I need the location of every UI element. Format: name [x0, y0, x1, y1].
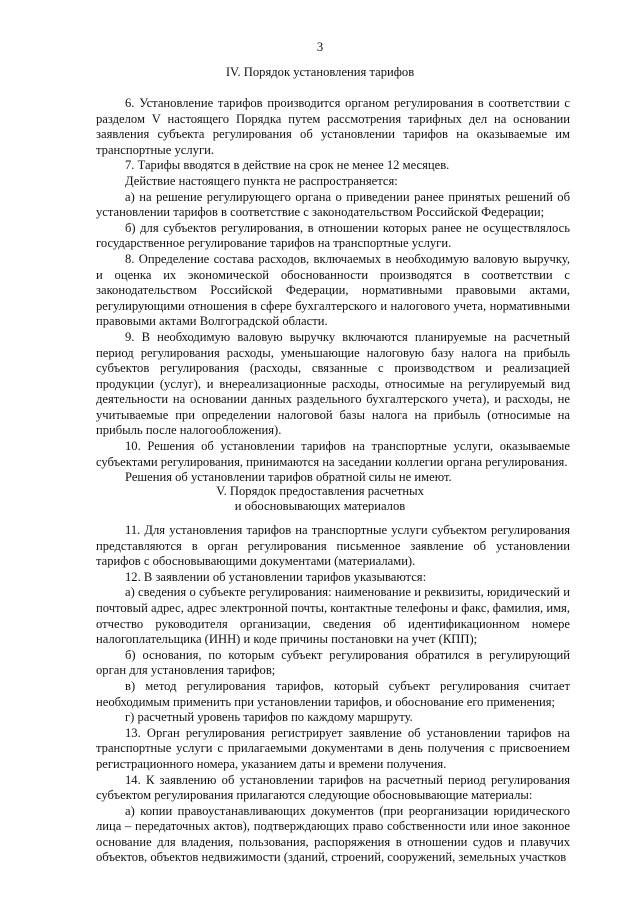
paragraph-8: 8. Определение состава расходов, включаемых в необходимую валовую выручку, и оценка их экономической обоснованности производятся в соответствии с законодательством Российской Федерации, нормативными правовыми актами, регулирующими отношения в сфере бухгалтерского и налогового учета, нормативными правовыми актами Волгоградской области. [96, 251, 570, 329]
paragraph-10-note: Решения об установлении тарифов обратной силы не имеют. [125, 470, 452, 485]
paragraph-12: 12. В заявлении об установлении тарифов указываются: [125, 569, 427, 584]
paragraph-14-item-a: а) копии правоустанавливающих документов (при реорганизации юридического лица – передаточных актов), подтверждающих право собственности или иное законное основание для владения, пользования, распоряжения в отношении судов и плавучих объектов, объектов недвижимости (зданий, строений, сооружений, земельных участков [96, 803, 570, 865]
paragraph-12-item-c: в) метод регулирования тарифов, который субъект регулирования считает необходимым применить при установлении тарифов, и обоснование его применения; [96, 678, 570, 709]
paragraph-13: 13. Орган регулирования регистрирует заявление об установлении тарифов на транспортные услуги с прилагаемыми документами в день получения с присвоением регистрационного номера, указанием даты и времени получения. [96, 725, 570, 771]
paragraph-11: 11. Для установления тарифов на транспортные услуги субъектом регулирования представляются в орган регулирования письменное заявление об установлении тарифов с обосновывающими документами (материалами). [96, 523, 570, 569]
section-5-title-line-1: V. Порядок предоставления расчетных [216, 484, 424, 498]
paragraph-14: 14. К заявлению об установлении тарифов на расчетный период регулирования субъектом регулирования прилагаются следующие обосновывающие материалы: [96, 772, 570, 803]
paragraph-7: 7. Тарифы вводятся в действие на срок не менее 12 месяцев. [125, 158, 450, 173]
section-4-title: IV. Порядок установления тарифов [225, 65, 415, 79]
section-5-body [96, 523, 570, 866]
paragraph-12-item-d: г) расчетный уровень тарифов по каждому маршруту. [125, 710, 413, 725]
paragraph-6: 6. Установление тарифов производится органом регулирования в соответствии с разделом V настоящего Порядка путем рассмотрения тарифных дел на основании заявления субъекта регулирования об установлении тарифов на оказываемые им транспортные услуги. [96, 96, 570, 157]
paragraph-12-item-a: а) сведения о субъекте регулирования: наименование и реквизиты, юридический и почтовый адрес, адрес электронной почты, контактные телефоны и факс, фамилия, имя, отчество руководителя организации, сведения об идентификационном номере налогоплательщика (ИНН) и коде причины постановки на учет (КПП); [96, 585, 570, 647]
paragraph-7-item-b: б) для субъектов регулирования, в отношении которых ранее не осуществлялось государственное регулирование тарифов на транспортные услуги. [96, 220, 570, 251]
paragraph-7-item-a: а) на решение регулирующего органа о приведении ранее принятых решений об установлении тарифов в соответствие с законодательством Российской Федерации; [96, 189, 570, 220]
paragraph-9: 9. В необходимую валовую выручку включаются планируемые на расчетный период регулирования расходы, уменьшающие налоговую базу налога на прибыль субъектов регулирования (расходы, связанные с производством и реализацией продукции (услуг), и внереализационные расходы, относимые на регулируемый вид деятельности на основании данных раздельного бухгалтерского учета), и расходы, не учитываемые при определении налоговой базы налога на прибыль (относимые на прибыль после налогообложения). [96, 329, 570, 438]
page-number: 3 [316, 40, 324, 54]
paragraph-12-item-b: б) основания, по которым субъект регулирования обратился в регулирующий орган для установления тарифов; [96, 647, 570, 678]
section-4-body [96, 96, 570, 486]
paragraph-10: 10. Решения об установлении тарифов на транспортные услуги, оказываемые субъектами регулирования, принимаются на заседании коллегии органа регулирования. [96, 439, 570, 469]
paragraph-7-exception-intro: Действие настоящего пункта не распространяется: [125, 173, 398, 188]
section-5-title-line-2: и обосновывающих материалов [234, 499, 406, 513]
